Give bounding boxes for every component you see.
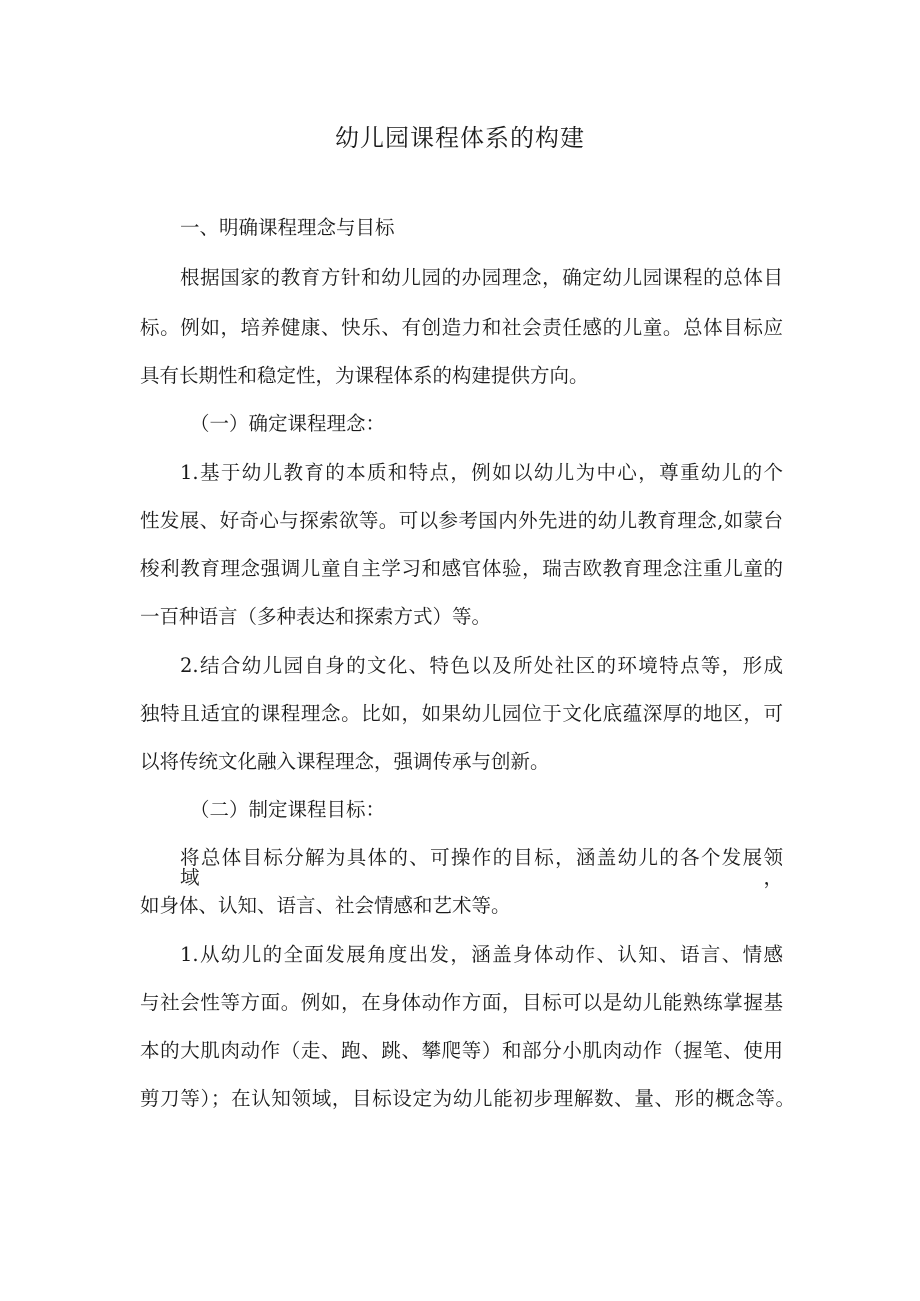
paragraph-line: 标。例如，培养健康、快乐、有创造力和社会责任感的儿童。总体目标应 bbox=[140, 316, 783, 339]
list-item-line: 剪刀等）；在认知领域，目标设定为幼儿能初步理解数、量、形的概念等。 bbox=[140, 1087, 795, 1110]
list-item-line: 与社会性等方面。例如，在身体动作方面，目标可以是幼儿能熟练掌握基 bbox=[140, 991, 783, 1014]
list-item-line: 2.结合幼儿园自身的文化、特色以及所处社区的环境特点等，形成 bbox=[180, 654, 783, 677]
list-item-line: 1.从幼儿的全面发展角度出发，涵盖身体动作、认知、语言、情感 bbox=[180, 943, 783, 966]
list-item-line: 一百种语言（多种表达和探索方式）等。 bbox=[140, 605, 492, 628]
paragraph-line: 如身体、认知、语言、社会情感和艺术等。 bbox=[140, 894, 511, 917]
section-heading-1: 一、明确课程理念与目标 bbox=[180, 216, 395, 239]
list-item-line: 本的大肌肉动作（走、跑、跳、攀爬等）和部分小肌肉动作（握笔、使用 bbox=[140, 1039, 783, 1062]
list-item-line: 独特且适宜的课程理念。比如，如果幼儿园位于文化底蕴深厚的地区，可 bbox=[140, 702, 783, 725]
list-item-line: 性发展、好奇心与探索欲等。可以参考国内外先进的幼儿教育理念,如蒙台 bbox=[140, 509, 783, 532]
list-item-line: 梭利教育理念强调儿童自主学习和感官体验，瑞吉欧教育理念注重儿童的 bbox=[140, 557, 783, 580]
paragraph-line: 将总体目标分解为具体的、可操作的目标，涵盖幼儿的各个发展领域， bbox=[180, 846, 783, 889]
subsection-heading-2: （二）制定课程目标： bbox=[190, 798, 386, 821]
paragraph-line: 具有长期性和稳定性，为课程体系的构建提供方向。 bbox=[140, 364, 589, 387]
list-item-line: 以将传统文化融入课程理念，强调传承与创新。 bbox=[140, 750, 550, 773]
paragraph-line: 根据国家的教育方针和幼儿园的办园理念，确定幼儿园课程的总体目 bbox=[180, 266, 783, 289]
subsection-heading-1: （一）确定课程理念： bbox=[190, 412, 386, 435]
list-item-line: 1.基于幼儿教育的本质和特点，例如以幼儿为中心，尊重幼儿的个 bbox=[180, 461, 783, 484]
page-title: 幼儿园课程体系的构建 bbox=[335, 124, 585, 152]
